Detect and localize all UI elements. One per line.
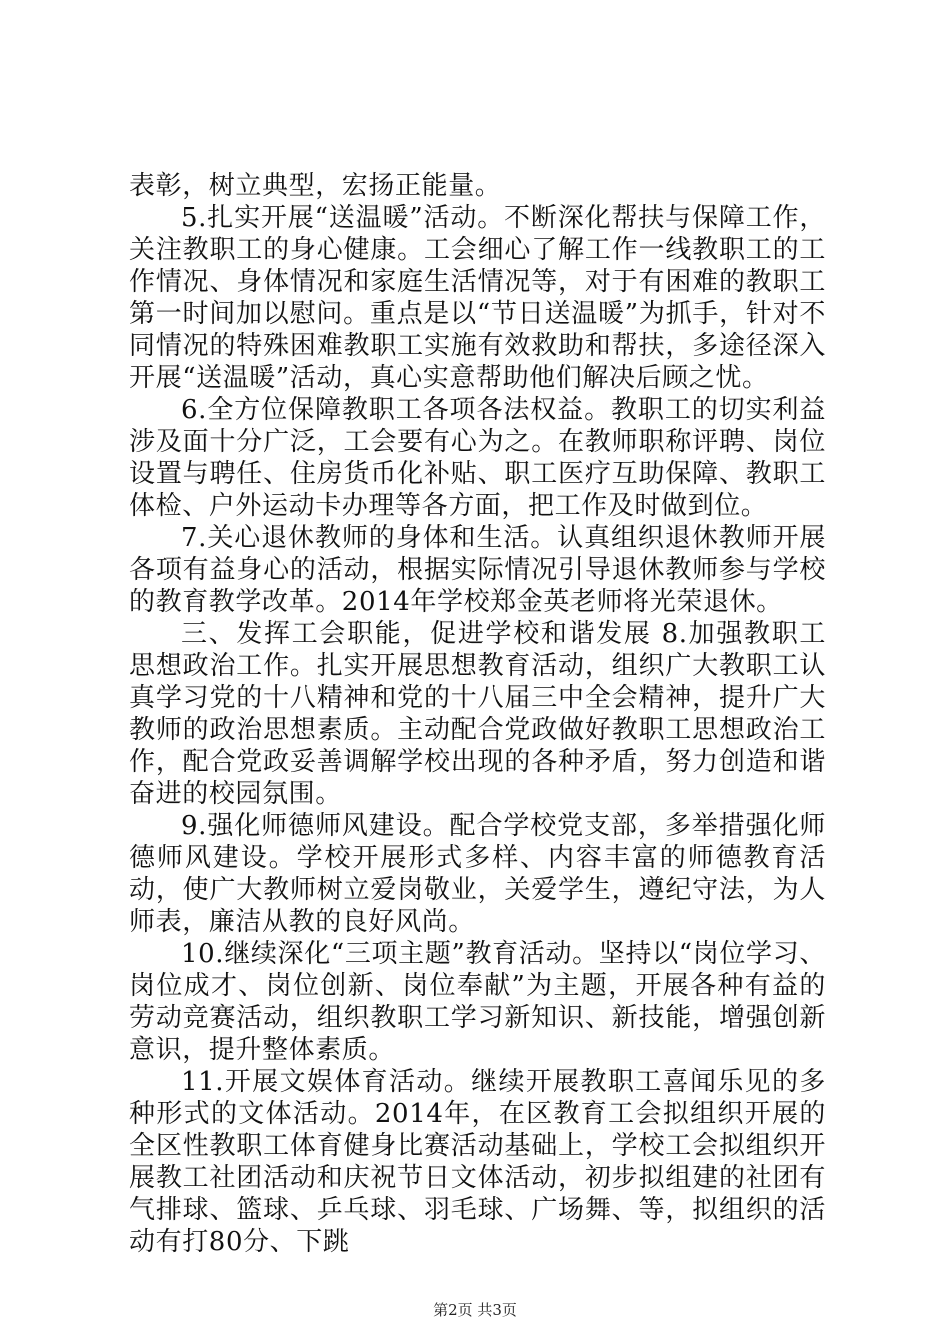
paragraph-item-11: 11.开展文娱体育活动。继续开展教职工喜闻乐见的多种形式的文体活动。2014年，在区教育工会拟组织开展的全区性教职工体育健身比赛活动基础上，学校工会拟组织开展教工社团活动和庆祝节日文体活动，初步拟组建的社团有气排球、篮球、乒乓球、羽毛球、广场舞、等，拟组织的活动有打80分、下跳	[129, 1067, 826, 1257]
paragraph-section-3-item-8: 三、发挥工会职能，促进学校和谐发展 8.加强教职工思想政治工作。扎实开展思想教育活动，组织广大教职工认真学习党的十八精神和党的十八届三中全会精神，提升广大教师的政治思想素质。主动配合党政做好教职工思想政治工作，配合党政妥善调解学校出现的各种矛盾，努力创造和谐奋进的校园氛围。	[129, 619, 826, 809]
paragraph-item-9: 9.强化师德师风建设。配合学校党支部，多举措强化师德师风建设。学校开展形式多样、内容丰富的师德教育活动，使广大教师树立爱岗敬业，关爱学生，遵纪守法，为人师表，廉洁从教的良好风尚。	[129, 811, 826, 937]
paragraph-continuation: 表彰，树立典型，宏扬正能量。	[129, 171, 502, 201]
paragraph-item-6: 6.全方位保障教职工各项各法权益。教职工的切实利益涉及面十分广泛，工会要有心为之。在教师职称评聘、岗位设置与聘任、住房货币化补贴、职工医疗互助保障、教职工体检、户外运动卡办理等各方面，把工作及时做到位。	[129, 395, 826, 521]
page-number-footer: 第2页 共3页	[433, 1301, 517, 1319]
document-body	[129, 170, 826, 1258]
paragraph-item-7: 7.关心退休教师的身体和生活。认真组织退休教师开展各项有益身心的活动，根据实际情况引导退休教师参与学校的教育教学改革。2014年学校郑金英老师将光荣退休。	[129, 523, 826, 617]
paragraph-item-10: 10.继续深化“三项主题”教育活动。坚持以“岗位学习、岗位成才、岗位创新、岗位奉献”为主题，开展各种有益的劳动竞赛活动，组织教职工学习新知识、新技能，增强创新意识，提升整体素质。	[129, 939, 826, 1065]
paragraph-item-5: 5.扎实开展“送温暖”活动。不断深化帮扶与保障工作，关注教职工的身心健康。工会细心了解工作一线教职工的工作情况、身体情况和家庭生活情况等，对于有困难的教职工第一时间加以慰问。重点是以“节日送温暖”为抓手，针对不同情况的特殊困难教职工实施有效救助和帮扶，多途径深入开展“送温暖”活动，真心实意帮助他们解决后顾之忧。	[129, 203, 826, 393]
